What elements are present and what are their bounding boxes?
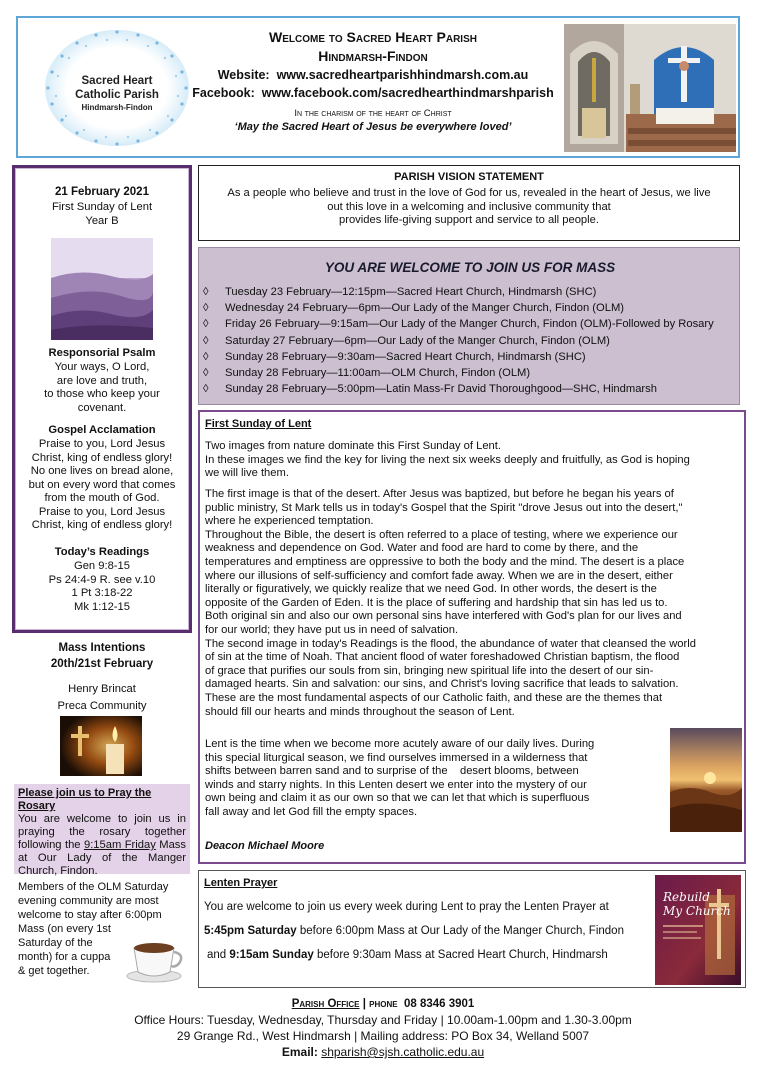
rebuild-my-church-book-cover (655, 875, 741, 985)
diamond-bullet-icon: ◊ (203, 302, 209, 315)
liturgy-year: Year B (85, 215, 119, 227)
prayer-title: Lenten Prayer (204, 877, 278, 889)
article-line: where he experienced temptation. (205, 515, 374, 528)
logo-line1: Sacred Heart (81, 75, 153, 87)
mass-time-text: Sunday 28 February—11:00am—OLM Church, Findon (OLM) (225, 367, 531, 380)
psalm-line: to those who keep your (44, 388, 160, 400)
rosary-text (18, 813, 186, 878)
olm-short-line: Mass (on every 1st (18, 923, 111, 935)
psalm-line: covenant. (77, 401, 127, 414)
prayer-intro: You are welcome to join us every week during Lent to pray the Lenten Prayer at (204, 901, 609, 913)
mass-time-item (203, 316, 739, 332)
logo-line3: Hindmarsh-Findon (81, 103, 153, 112)
prayer-saturday (204, 925, 624, 937)
mass-time-item (203, 349, 739, 365)
diamond-bullet-icon: ◊ (203, 318, 209, 331)
email-label: Email (281, 1045, 314, 1059)
mass-time-text: Friday 26 February—9:15am—Our Lady of the Manger Church, Findon (OLM)-Followed by Rosary (225, 318, 714, 331)
psalm-line: are love and truth, (56, 374, 148, 387)
gospel-line: Praise to you, Lord Jesus (38, 438, 166, 450)
coffee-cup-icon (124, 930, 186, 986)
office-address: 29 Grange Rd., West Hindmarsh | Mailing address: PO Box 34, Welland 5007 (176, 1029, 590, 1043)
mass-intentions-title: Mass Intentions (58, 642, 146, 654)
article-line: own being and claim it as our own so that we can let that which is superfluous (205, 792, 590, 805)
article-line: The first image is that of the desert. After Jesus was baptized, but before he began his years of (205, 488, 674, 500)
mass-time-item (203, 300, 739, 316)
article-line: of sin at the time of Noah. That ancient flood of water foreshadowed Christian baptism, the flood (205, 651, 680, 664)
email-link[interactable]: shparish@sjsh.catholic.edu.au (321, 1045, 485, 1059)
liturgy-day: First Sunday of Lent (51, 201, 153, 213)
article-line: shifts between barren sand and to surprise of the desert blooms, between (205, 765, 579, 778)
mass-time-text: Tuesday 23 February—12:15pm—Sacred Heart Church, Hindmarsh (SHC) (225, 286, 597, 298)
mass-time-text: Sunday 28 February—9:30am—Sacred Heart Church, Hindmarsh (SHC) (225, 350, 586, 363)
article-line: for our world; they have put us in need of salvation. (205, 623, 459, 636)
prayer-sunday (207, 949, 608, 961)
reading-item: Gen 9:8-15 (74, 560, 130, 572)
prayer-sun-pre: and (207, 949, 230, 961)
phone-label: phone (369, 998, 398, 1010)
psalm-line: Your ways, O Lord, (54, 361, 150, 373)
liturgy-sidebar (12, 165, 192, 633)
article-line: The second image in today's Readings is the flood, the abundance of water that cleansed the world (205, 637, 696, 650)
olm-line: welcome to stay after 6:00pm (18, 909, 162, 921)
office-hours: Office Hours: Tuesday, Wednesday, Thursday and Friday | 10.00am-1.00pm and 1.30-3.00pm (134, 1013, 632, 1027)
article-line: Both original sin and also our own personal sins have interfered with God's plan for our lives and (205, 610, 682, 623)
desert-sunset-image (670, 728, 742, 832)
header-text (188, 28, 558, 134)
olm-line: evening community are most (18, 895, 159, 907)
olm-line: Members of the OLM Saturday (18, 881, 169, 893)
diamond-bullet-icon: ◊ (203, 383, 209, 396)
vision-line: As a people who believe and trust in the love of God for us, revealed in the heart of Jesus, we live (227, 187, 711, 199)
rosary-notice (14, 784, 190, 877)
article-line: opposite of the Garden of Eden. It is the place of suffering and hardship that sin has led us to. (205, 596, 668, 609)
header-banner (16, 16, 740, 158)
website-line (188, 66, 558, 84)
article-title: First Sunday of Lent (205, 418, 312, 430)
diamond-bullet-icon: ◊ (203, 334, 209, 347)
gospel-line: from the mouth of God. (44, 492, 160, 504)
office-line (0, 996, 766, 1012)
email-line: Email: shparish@sjsh.catholic.edu.au (281, 1045, 485, 1059)
prayer-sun-rest: before 9:30am Mass at Sacred Heart Church, Hindmarsh (313, 949, 608, 961)
liturgy-date: 21 February 2021 (55, 186, 149, 198)
rosary-text-b: Mass at Our Lady of the Manger Church, Findon. (18, 839, 186, 877)
gospel-title: Gospel Acclamation (48, 424, 156, 436)
facebook-label: Facebook: (192, 86, 255, 100)
mass-intentions-date: 20th/21st February (50, 658, 154, 670)
book-title-line1: Rebuild (663, 890, 710, 904)
article-line: These are the most fundamental aspects of our Catholic faith, and these are the themes that (205, 691, 663, 704)
article-line: Throughout the Bible, the desert is often referred to a place of testing, where we experience our (205, 528, 678, 541)
rosary-text-a: You are welcome to join us in praying the rosary together following the (18, 813, 186, 851)
vision-line: provides life-giving support and service to all people. (339, 214, 599, 226)
lenten-prayer-panel (198, 870, 746, 988)
article-paragraph-2 (205, 488, 741, 719)
website-label: Website: (217, 68, 270, 82)
article-line: this special liturgical season, we find ourselves immersed in a wilderness that (205, 751, 588, 764)
facebook-line (188, 84, 558, 102)
mass-time-text: Wednesday 24 February—6pm—Our Lady of the Manger Church, Findon (OLM) (225, 302, 624, 315)
lent-article (198, 410, 746, 864)
mass-times-list (203, 284, 739, 397)
candle-cross-image (60, 716, 142, 776)
diamond-bullet-icon: ◊ (203, 350, 209, 363)
article-line: In these images we find the key for living the next six weeks deeply and fruitfully, as God is hoping (205, 453, 690, 466)
mass-time-text: Saturday 27 February—6pm—Our Lady of the Manger Church, Findon (OLM) (225, 334, 610, 347)
intention-name: Henry Brincat (68, 683, 136, 695)
mass-time-item (203, 381, 739, 397)
prayer-sat-rest: before 6:00pm Mass at Our Lady of the Manger Church, Findon (296, 925, 624, 937)
psalm-title: Responsorial Psalm (48, 347, 156, 359)
gospel-line: Christ, king of endless glory! (31, 519, 173, 531)
logo-line2: Catholic Parish (75, 89, 159, 101)
gospel-line: Christ, king of endless glory! (31, 451, 173, 464)
facebook-link[interactable]: www.facebook.com/sacredhearthindmarshparish (261, 86, 554, 100)
article-paragraph-3 (205, 738, 667, 820)
article-line: where our illusions of self-sufficiency and comfort fade away. When we are in the desert, either (205, 569, 673, 582)
reading-item: Ps 24:4-9 R. see v.10 (48, 573, 156, 586)
article-line: public ministry, St Mark tells us in today's Gospel that the Spirit "drove Jesus out into the desert," (205, 501, 683, 514)
office-label: Parish Office (291, 998, 360, 1010)
gospel-text (15, 438, 189, 533)
rosary-title: Please join us to Pray the Rosary (18, 787, 152, 812)
article-line: fall away and let God fill the empty spaces. (205, 805, 418, 818)
gospel-line: No one lives on bread alone, (30, 465, 174, 477)
book-title-line2: My Church (663, 904, 731, 918)
mass-time-item (203, 365, 739, 381)
church-interior-photo (564, 24, 736, 152)
olm-short-line: Saturday of the (18, 937, 93, 949)
mass-time-item (203, 333, 739, 349)
lent-desert-image (51, 238, 153, 340)
page-title: Welcome to Sacred Heart Parish (269, 29, 477, 45)
readings-list (15, 560, 189, 614)
prayer-sun-time: 9:15am Sunday (229, 949, 314, 961)
page-subtitle: Hindmarsh-Findon (318, 48, 428, 64)
reading-item: Mk 1:12-15 (74, 600, 130, 613)
article-line: we will live them. (205, 467, 289, 480)
article-line: should fill our hearts and minds throughout the season of Lent. (205, 705, 515, 718)
rosary-time: 9:15am Friday (83, 839, 156, 851)
diamond-bullet-icon: ◊ (203, 367, 209, 380)
vision-statement (198, 165, 740, 241)
readings-title: Today’s Readings (54, 546, 150, 558)
reading-item: 1 Pt 3:18-22 (71, 587, 133, 599)
vision-line: out this love in a welcoming and inclusive community that (327, 200, 611, 213)
parish-logo (42, 26, 192, 150)
intention-name: Preca Community (57, 700, 147, 712)
website-link[interactable]: www.sacredheartparishhindmarsh.com.au (276, 68, 529, 82)
diamond-bullet-icon: ◊ (203, 286, 209, 298)
olm-short-line: & get together. (18, 965, 90, 977)
article-line: damaged hearts. Sin and salvation: our sins, and Christ's loving sacrifice that leads to salvation. (205, 678, 679, 691)
article-line: of grace that purifies our souls from sin, bringing new spiritual life into the desert of our sin- (205, 664, 654, 677)
article-line: Two images from nature dominate this First Sunday of Lent. (205, 440, 501, 452)
article-line: temperatures and emptiness are oppressive to both the body and the mind. The desert is a place (205, 555, 685, 568)
article-paragraph-1 (205, 440, 741, 481)
gospel-line: Praise to you, Lord Jesus (38, 505, 166, 518)
footer (0, 996, 766, 1060)
charism-text: In the charism of the heart of Christ (294, 108, 452, 119)
vision-title: PARISH VISION STATEMENT (394, 171, 544, 183)
article-author: Deacon Michael Moore (205, 840, 325, 852)
psalm-text (15, 361, 189, 415)
office-sep: | (359, 998, 370, 1010)
article-line: literally or figuratively, we quickly realize that we need God. In other words, the desert is the (205, 583, 657, 596)
mass-time-item (203, 284, 739, 300)
phone-number[interactable]: 08 8346 3901 (403, 998, 475, 1010)
gospel-line: but on every word that comes (28, 478, 176, 491)
olm-short-line: month) for a cuppa (18, 951, 111, 963)
article-line: winds and starry nights. In this Lenten desert we enter into the mystery of our (205, 778, 587, 791)
mass-intentions (14, 640, 190, 714)
mass-times-title: YOU ARE WELCOME TO JOIN US FOR MASS (324, 260, 616, 275)
motto-text: ‘May the Sacred Heart of Jesus be everywhere loved’ (234, 121, 512, 133)
mass-times-panel (198, 247, 740, 405)
article-line: Lent is the time when we become more acutely aware of our daily lives. During (205, 738, 595, 750)
mass-time-text: Sunday 28 February—5:00pm—Latin Mass-Fr David Thoroughgood—SHC, Hindmarsh (225, 383, 657, 396)
prayer-sat-time: 5:45pm Saturday (204, 925, 297, 937)
article-line: weakness and dependence on God. Water and food are hard to come by there, and the (205, 542, 639, 555)
